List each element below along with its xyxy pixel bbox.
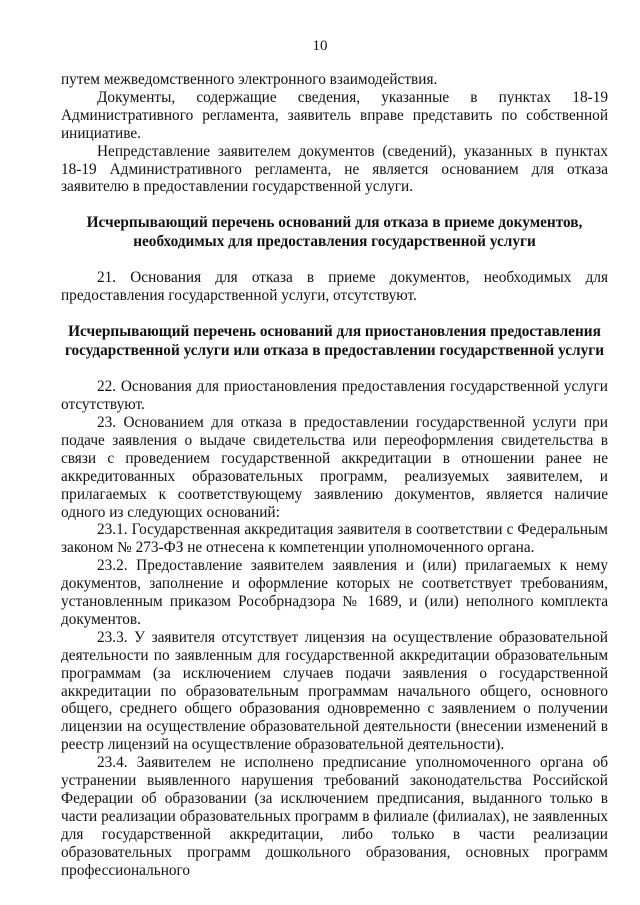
paragraph-23: 23. Основанием для отказа в предоставлении государственной услуги при подаче заявления о выдаче свидетельства или переоформления свидетельства в связи с проведением государственной аккредитации в отношении ранее не аккредитованных образовательных программ, реализуемых заявителем, и прилагаемых к соответствующему заявлению документов, является наличие одного из следующих оснований: — [61, 413, 608, 521]
section-heading-refusal-acceptance: Исчерпывающий перечень оснований для отказа в приеме документов, необходимых для предоставления государственной услуги — [86, 214, 583, 251]
paragraph-23-2: 23.2. Предоставление заявителем заявления и (или) прилагаемых к нему документов, заполнение и оформление которых не соответствует требованиям, установленным приказом Рособрнадзора № 1689, и (или) неполного комплекта документов. — [61, 557, 608, 628]
paragraph-continuation: путем межведомственного электронного взаимодействия. — [61, 71, 438, 88]
paragraph-23-3: 23.3. У заявителя отсутствует лицензия на осуществление образовательной деятельности по заявленным для государственной аккредитации образовательным программам (за исключением случаев подачи заявления о государственной аккредитации по образовательным программам начального общего, основного общего, среднего общего образования одновременно с заявлением о получении лицензии на осуществление образовательной деятельности (внесении изменений в реестр лицензий на осуществление образовательной деятельности). — [61, 628, 608, 754]
paragraph-23-1: 23.1. Государственная аккредитация заявителя в соответствии с Федеральным законом № 273-ФЗ не отнесена к компетенции уполномоченного органа. — [61, 521, 608, 557]
paragraph-21: 21. Основания для отказа в приеме документов, необходимых для предоставления государственной услуги, отсутствуют. — [61, 269, 608, 305]
document-body — [61, 71, 608, 880]
paragraph-23-4: 23.4. Заявителем не исполнено предписание уполномоченного органа об устранении выявленного нарушения требований законодательства Российской Федерации об образовании (за исключением предписания, выданного только в части реализации образовательных программ в филиале (филиалах), не заявленных для государственной аккредитации, либо только в части реализации образовательных программ дошкольного образования, основных программ профессионального — [61, 754, 608, 879]
paragraph-documents: Документы, содержащие сведения, указанные в пунктах 18-19 Административного регламента, заявитель вправе представить по собственной инициативе. — [61, 88, 608, 142]
section-heading-suspension-refusal: Исчерпывающий перечень оснований для приостановления предоставления государственной услуги или отказа в предоставлении государственной услуги — [64, 323, 605, 360]
paragraph-22: 22. Основания для приостановления предоставления государственной услуги отсутствуют. — [61, 378, 608, 414]
paragraph-non-submission: Непредставление заявителем документов (сведений), указанных в пунктах 18-19 Административного регламента, не является основанием для отказа заявителю в предоставлении государственной услуги. — [61, 142, 608, 196]
page-number: 10 — [312, 38, 328, 54]
